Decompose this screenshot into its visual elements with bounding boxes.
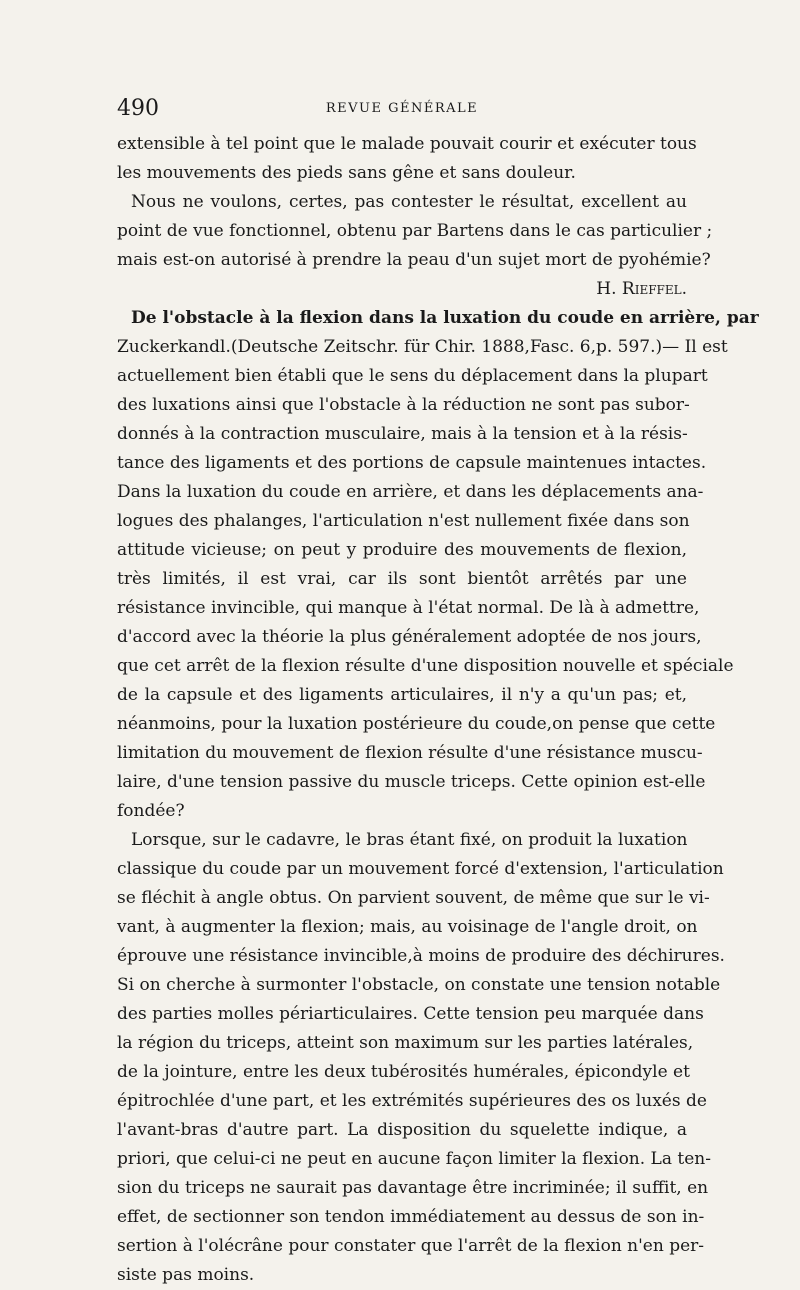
text-line: très limités, il est vrai, car ils sont bientôt arrêtés par une bbox=[117, 569, 687, 589]
text-line: sertion à l'olécrâne pour constater que l'arrêt de la flexion n'en per- bbox=[117, 1236, 705, 1256]
text-line: les mouvements des pieds sans gêne et sans douleur. bbox=[117, 163, 576, 183]
text-line: donnés à la contraction musculaire, mais à la tension et à la résis- bbox=[117, 424, 688, 444]
text-line: point de vue fonctionnel, obtenu par Bartens dans le cas particulier ; bbox=[117, 221, 713, 241]
text-line: se fléchit à angle obtus. On parvient souvent, de même que sur le vi- bbox=[117, 888, 710, 908]
text-line: mais est-on autorisé à prendre la peau d'un sujet mort de pyohémie? bbox=[117, 250, 711, 270]
page-header bbox=[117, 96, 687, 126]
text-line: effet, de sectionner son tendon immédiatement au dessus de son in- bbox=[117, 1207, 705, 1227]
text-line: extensible à tel point que le malade pouvait courir et exécuter tous bbox=[117, 134, 697, 154]
text-line: la région du triceps, atteint son maximum sur les parties latérales, bbox=[117, 1033, 694, 1053]
article-title: De l'obstacle à la flexion dans la luxation du coude en arrière, par bbox=[131, 308, 759, 328]
text-line: Nous ne voulons, certes, pas contester le résultat, excellent au bbox=[131, 192, 687, 212]
running-title: REVUE GÉNÉRALE bbox=[325, 101, 479, 116]
text-line: tance des ligaments et des portions de capsule maintenues intactes. bbox=[117, 453, 707, 473]
text-line: Zuckerkandl.(Deutsche Zeitschr. für Chir. 1888,Fasc. 6,p. 597.)— Il est bbox=[117, 337, 728, 357]
text-line: classique du coude par un mouvement forcé d'extension, l'articulation bbox=[117, 859, 724, 879]
text-line: Si on cherche à surmonter l'obstacle, on constate une tension notable bbox=[117, 975, 721, 995]
text-line: siste pas moins. bbox=[117, 1265, 255, 1285]
text-line: Lorsque, sur le cadavre, le bras étant fixé, on produit la luxation bbox=[131, 830, 688, 850]
page-number: 490 bbox=[117, 96, 159, 121]
text-line: priori, que celui-ci ne peut en aucune façon limiter la flexion. La ten- bbox=[117, 1149, 711, 1169]
body-text bbox=[117, 130, 759, 1290]
text-line: résistance invincible, qui manque à l'état normal. De là à admettre, bbox=[117, 598, 700, 618]
author-signature: H. Rieffel. bbox=[596, 279, 687, 299]
text-line: attitude vicieuse; on peut y produire des mouvements de flexion, bbox=[117, 540, 687, 560]
text-line: sion du triceps ne saurait pas davantage être incriminée; il suffit, en bbox=[117, 1178, 709, 1198]
text-line: fondée? bbox=[117, 801, 185, 821]
text-line: de la capsule et des ligaments articulaires, il n'y a qu'un pas; et, bbox=[117, 685, 687, 705]
text-line: de la jointure, entre les deux tubérosités humérales, épicondyle et bbox=[117, 1062, 690, 1082]
text-line: vant, à augmenter la flexion; mais, au voisinage de l'angle droit, on bbox=[117, 917, 698, 937]
text-line: des luxations ainsi que l'obstacle à la réduction ne sont pas subor- bbox=[117, 395, 690, 415]
text-line: l'avant-bras d'autre part. La disposition du squelette indique, a bbox=[117, 1120, 687, 1140]
text-line: laire, d'une tension passive du muscle triceps. Cette opinion est-elle bbox=[117, 772, 706, 792]
text-line: des parties molles périarticulaires. Cette tension peu marquée dans bbox=[117, 1004, 704, 1024]
text-line: logues des phalanges, l'articulation n'est nullement fixée dans son bbox=[117, 511, 690, 531]
text-line: limitation du mouvement de flexion résulte d'une résistance muscu- bbox=[117, 743, 703, 763]
text-line: d'accord avec la théorie la plus généralement adoptée de nos jours, bbox=[117, 627, 702, 647]
text-line: actuellement bien établi que le sens du déplacement dans la plupart bbox=[117, 366, 708, 386]
text-line: éprouve une résistance invincible,à moins de produire des déchirures. bbox=[117, 946, 725, 966]
text-line: néanmoins, pour la luxation postérieure du coude,on pense que cette bbox=[117, 714, 716, 734]
text-line: épitrochlée d'une part, et les extrémités supérieures des os luxés de bbox=[117, 1091, 707, 1111]
text-line: que cet arrêt de la flexion résulte d'une disposition nouvelle et spéciale bbox=[117, 656, 734, 676]
text-line: Dans la luxation du coude en arrière, et dans les déplacements ana- bbox=[117, 482, 704, 502]
